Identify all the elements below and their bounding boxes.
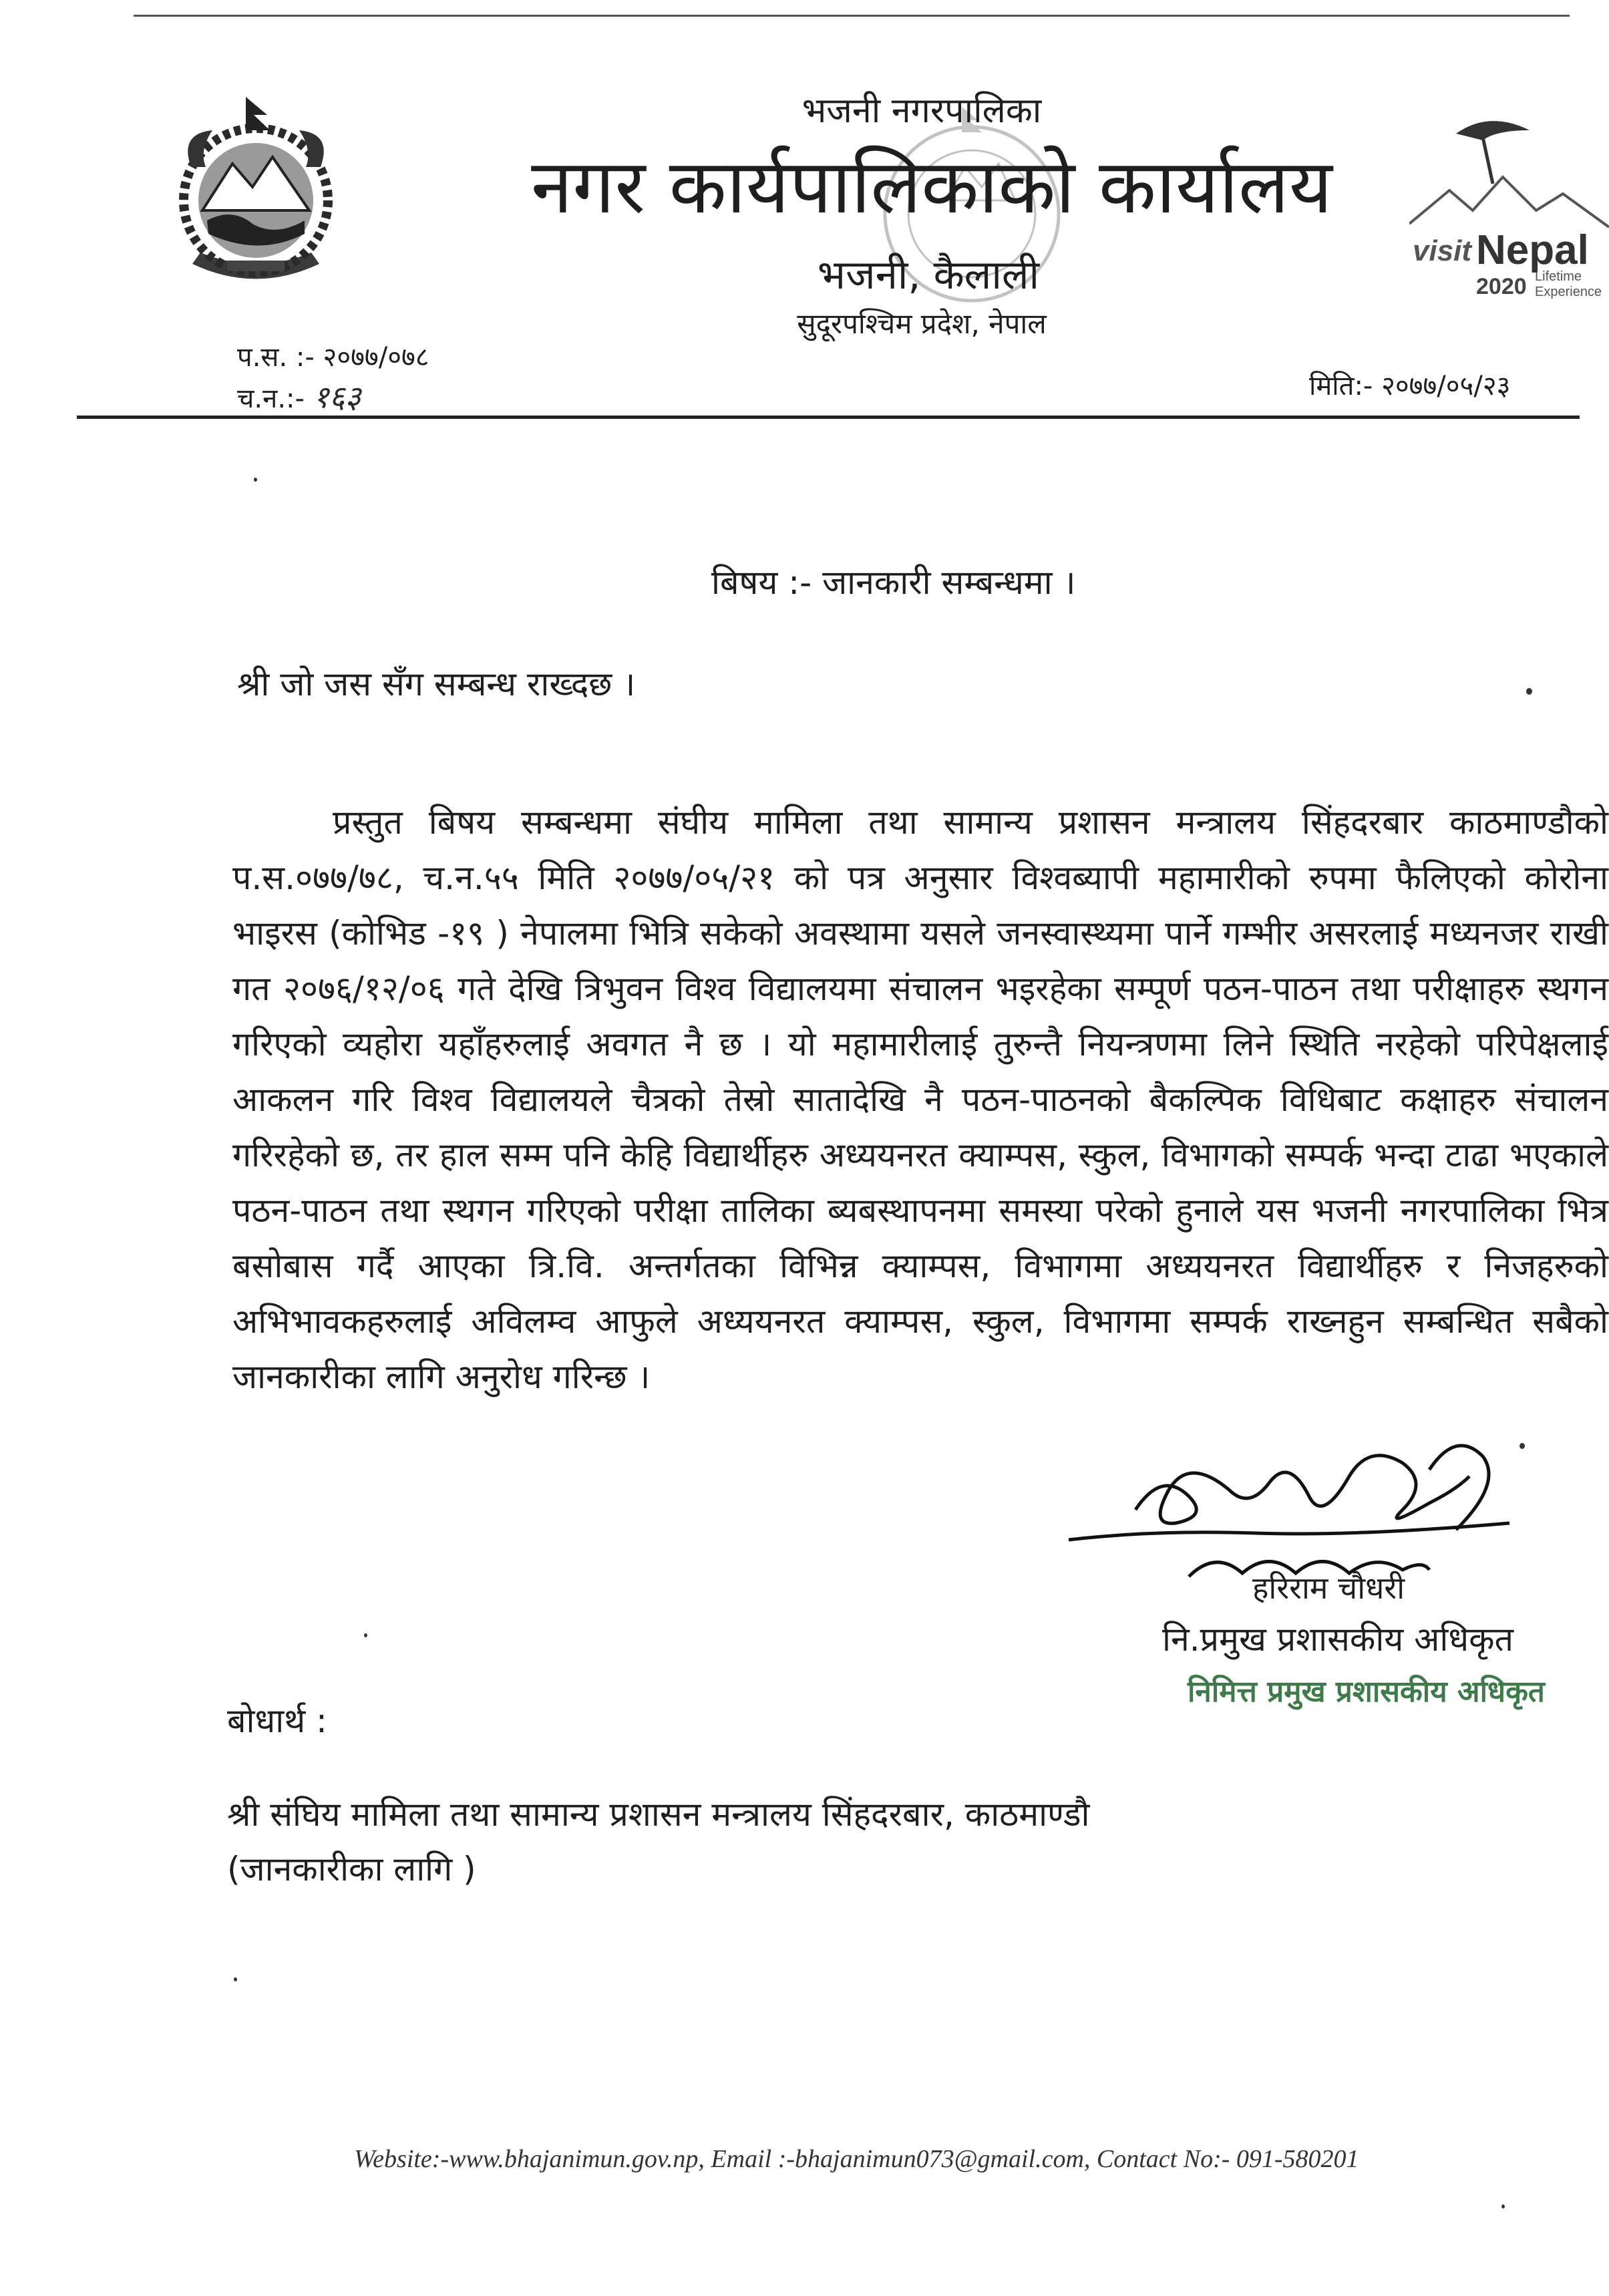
letter-date bbox=[1309, 366, 1510, 403]
fiscal-year-label: प.स. :- bbox=[237, 342, 323, 373]
dispatch-ref bbox=[237, 375, 361, 417]
signatory-title: नि.प्रमुख प्रशासकीय अधिकृत bbox=[1162, 1620, 1513, 1659]
top-edge-rule bbox=[134, 15, 1570, 17]
visit-logo-word-nepal: Nepal bbox=[1476, 227, 1589, 273]
visit-logo-year: 2020 bbox=[1476, 274, 1527, 299]
office-location: भजनी, कैलाली bbox=[817, 252, 1040, 299]
scan-speck bbox=[1526, 688, 1532, 695]
letter-salutation: श्री जो जस सँग सम्बन्ध राख्दछ । bbox=[237, 665, 636, 703]
scan-speck bbox=[364, 1633, 367, 1637]
province-line: सुदूरपश्चिम प्रदेश, नेपाल bbox=[797, 307, 1047, 340]
letter-body: प्रस्तुत बिषय सम्बन्धमा संघीय मामिला तथा सामान्य प्रशासन मन्त्रालय सिंहदरबार काठमाण्डौको प.स.०७७/७८, च.न.५५ मिति २०७७/०५/२१ को पत्र अनुसार विश्वब्यापी महामारीको रुपमा फैलिएको कोरोना भाइरस (कोभिड -१९ ) नेपालमा भित्रि सकेको अवस्थामा यसले जनस्वास्थ्यमा पार्ने गम्भीर असरलाई मध्यनजर राखी गत २०७६/१२/०६ गते देखि त्रिभुवन विश्व विद्यालयमा संचालन भइरहेका सम्पूर्ण पठन-पाठन तथा परीक्षाहरु स्थगन गरिएको व्यहोरा यहाँहरुलाई अवगत नै छ । यो महामारीलाई तुरुन्तै नियन्त्रणमा लिने स्थिति नरहेको परिपेक्षलाई आकलन गरि विश्व विद्यालयले चैत्रको तेस्रो सातादेखि नै पठन-पाठनको बैकल्पिक विधिबाट कक्षाहरु संचालन गरिरहेको छ, तर हाल सम्म पनि केहि विद्यार्थीहरु अध्ययनरत क्याम्पस, स्कुल, विभागको सम्पर्क भन्दा टाढा भएकाले पठन-पाठन तथा स्थगन गरिएको परीक्षा तालिका ब्यबस्थापनमा समस्या परेको हुनाले यस भजनी नगरपालिका भित्र बसोबास गर्दै आएका त्रि.वि. अन्तर्गतका विभिन्न क्याम्पस, विभागमा अध्ययनरत विद्यार्थीहरु र निजहरुको अभिभावकहरुलाई अविलम्व आफुले अध्ययनरत क्याम्पस, स्कुल, विभागमा सम्पर्क राख्नहुन सम्बन्धित सबैको जानकारीका लागि अनुरोध गरिन्छ । bbox=[232, 803, 1608, 1396]
scan-speck bbox=[1501, 2204, 1505, 2208]
signatory-stamp: निमित्त प्रमुख प्रशासकीय अधिकृत bbox=[1188, 1675, 1545, 1709]
footer-contact: Website:-www.bhajanimun.gov.np, Email :-bhajanimun073@gmail.com, Contact No:- 091-580201 bbox=[354, 2145, 1359, 2173]
header-divider bbox=[77, 416, 1580, 419]
visit-logo-word-visit: visit bbox=[1413, 234, 1472, 267]
letter-subject: बिषय :- जानकारी सम्बन्धमा । bbox=[711, 563, 1076, 602]
signatory-name: हरिराम चौधरी bbox=[1252, 1570, 1405, 1606]
visit-logo-tagline-2: Experience bbox=[1535, 285, 1602, 299]
visit-nepal-logo bbox=[1409, 110, 1609, 304]
date-label: मिति:- bbox=[1309, 371, 1382, 401]
nepal-emblem-icon bbox=[152, 94, 359, 294]
cc-recipient: श्री संघिय मामिला तथा सामान्य प्रशासन मन्त्रालय सिंहदरबार, काठमाण्डौ bbox=[227, 1795, 1090, 1834]
cc-label: बोधार्थ : bbox=[227, 1701, 327, 1740]
dispatch-number-handwritten: १६३ bbox=[313, 379, 361, 415]
visit-logo-tagline-1: Lifetime bbox=[1535, 269, 1582, 284]
cc-purpose: (जानकारीका लागि ) bbox=[227, 1850, 476, 1889]
scan-speck bbox=[1519, 1443, 1525, 1449]
date-value: २०७७/०५/२३ bbox=[1381, 371, 1511, 401]
dispatch-label: च.न.:- bbox=[237, 383, 313, 414]
fiscal-year-ref bbox=[237, 337, 429, 374]
office-title: नगर कार्यपालिकाको कार्यालय bbox=[531, 144, 1332, 230]
fiscal-year-value: २०७७/०७८ bbox=[323, 342, 429, 373]
municipality-name: भजनी नगरपालिका bbox=[801, 91, 1042, 131]
scan-speck bbox=[254, 478, 257, 482]
scan-speck bbox=[234, 1977, 237, 1981]
